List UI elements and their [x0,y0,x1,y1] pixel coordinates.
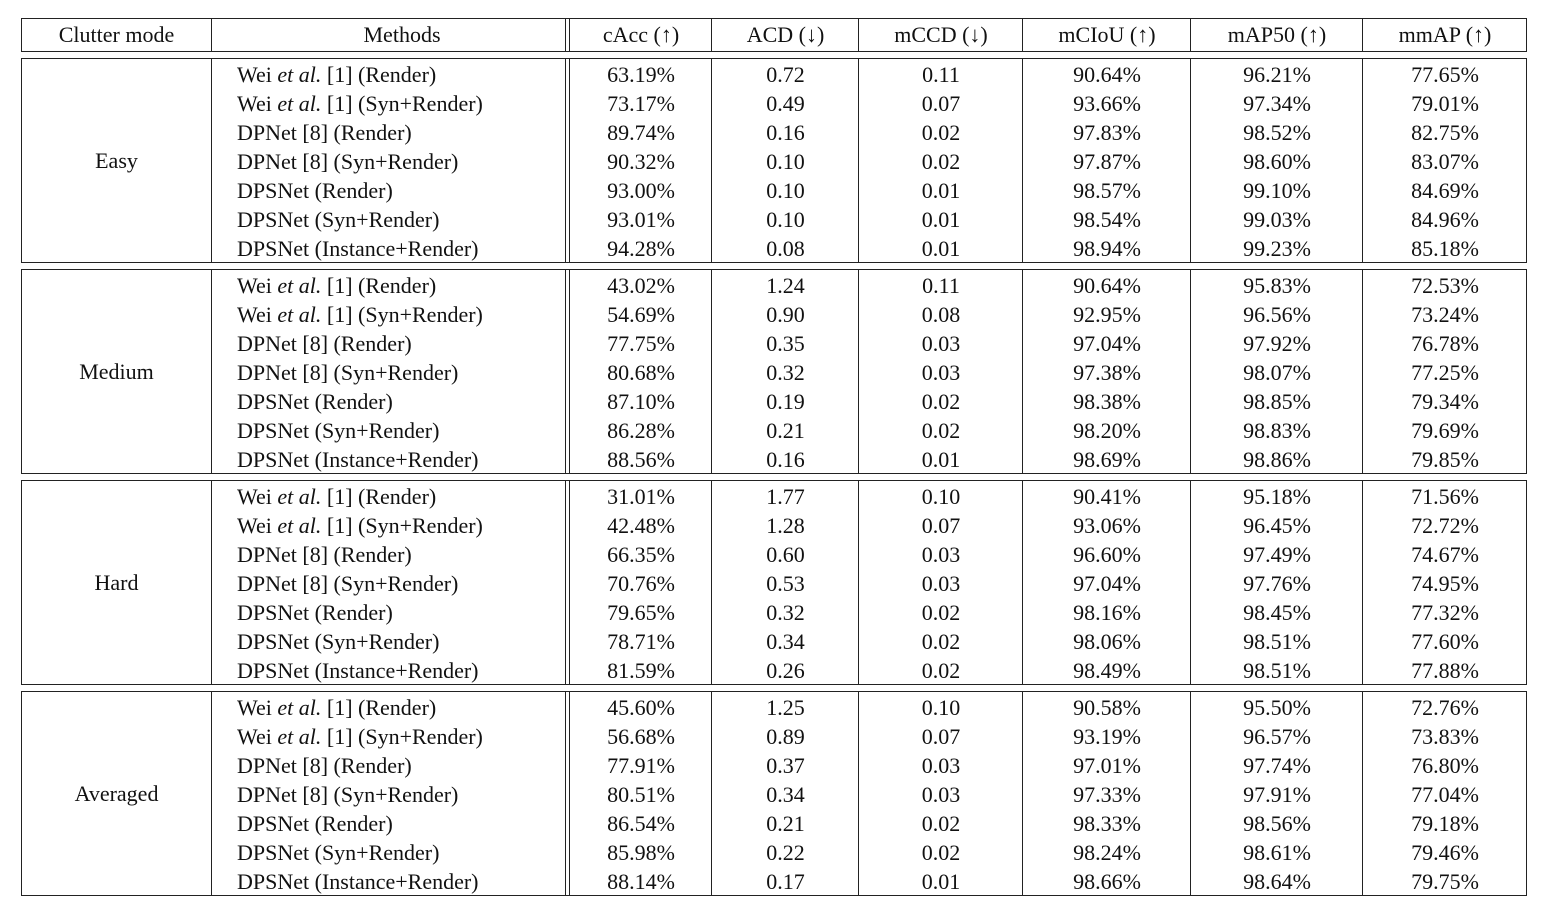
value-acd: 0.10 [766,178,805,203]
table-row [22,867,1526,896]
method-name-text: Wei [237,695,278,720]
value-acd: 0.32 [766,360,805,385]
value-acd: 0.34 [766,782,805,807]
method-name-text: DPNet [8] (Render) [237,120,412,145]
table-row [22,482,1526,511]
value-acd: 0.10 [766,207,805,232]
value-mccd: 0.11 [922,62,960,87]
method-name-italic: et al. [277,484,322,509]
value-mccd: 0.10 [921,695,961,720]
column-divider [1362,19,1363,51]
method-name-suffix: [1] (Render) [321,484,437,509]
value-acd: 0.34 [766,629,805,654]
value-mccd: 0.03 [921,571,961,596]
value-cacc: 87.10% [607,389,675,414]
table-row [22,118,1526,147]
value-mciou: 90.41% [1073,484,1141,509]
value-mciou: 93.66% [1073,91,1141,116]
method-name-text: DPNet [8] (Syn+Render) [237,782,459,807]
value-mciou: 98.33% [1073,811,1141,836]
value-acd: 0.35 [766,331,805,356]
value-mmap: 79.75% [1411,869,1479,894]
value-map50: 98.60% [1243,149,1311,174]
method-name [237,809,567,838]
value-mciou: 98.49% [1073,658,1141,683]
value-mmap: 76.78% [1411,331,1479,356]
value-map50: 98.45% [1243,600,1311,625]
value-mccd: 0.01 [921,207,961,232]
value-acd: 0.32 [766,600,805,625]
value-cacc: 81.59% [607,658,675,683]
value-cacc: 73.17% [607,91,675,116]
value-mciou: 93.19% [1073,724,1141,749]
value-mciou: 92.95% [1073,302,1141,327]
table-row [22,329,1526,358]
value-map50: 96.56% [1243,302,1311,327]
method-name-text: DPNet [8] (Syn+Render) [237,360,459,385]
method-name [237,205,567,234]
value-mciou: 97.04% [1073,571,1141,596]
value-mciou: 98.66% [1073,869,1141,894]
method-name-text: DPSNet (Render) [237,811,393,836]
value-acd: 0.19 [766,389,805,414]
method-name [237,780,567,809]
value-acd: 0.89 [766,724,805,749]
value-acd: 0.22 [766,840,805,865]
value-mccd: 0.02 [921,120,961,145]
table-group-easy [21,58,1527,263]
table-row [22,416,1526,445]
method-name-text: DPNet [8] (Render) [237,753,412,778]
value-mmap: 73.83% [1411,724,1479,749]
method-name-text: DPSNet (Render) [237,389,393,414]
method-name-text: DPSNet (Syn+Render) [237,840,440,865]
value-mccd: 0.11 [922,273,960,298]
table-row [22,722,1526,751]
header-map50: mAP50 (↑) [1227,22,1327,47]
value-map50: 98.86% [1243,447,1311,472]
method-name-suffix: [1] (Syn+Render) [321,724,483,749]
table-row [22,751,1526,780]
method-name [237,234,567,263]
value-map50: 98.85% [1243,389,1311,414]
method-name [237,722,567,751]
value-mccd: 0.02 [921,600,961,625]
value-acd: 1.77 [766,484,805,509]
table-row [22,656,1526,685]
value-cacc: 86.54% [607,811,675,836]
method-name [237,751,567,780]
method-name-text: Wei [237,302,278,327]
value-mccd: 0.02 [921,418,961,443]
value-acd: 1.25 [766,695,805,720]
value-cacc: 93.00% [607,178,675,203]
value-cacc: 43.02% [607,273,675,298]
value-cacc: 80.68% [607,360,675,385]
column-divider [569,19,570,51]
table-row [22,60,1526,89]
value-cacc: 70.76% [607,571,675,596]
value-mciou: 98.94% [1073,236,1141,261]
method-name-italic: et al. [277,513,322,538]
value-mmap: 77.65% [1411,62,1479,87]
value-mccd: 0.10 [921,484,961,509]
value-cacc: 88.56% [607,447,675,472]
value-cacc: 78.71% [607,629,675,654]
method-name-text: DPNet [8] (Syn+Render) [237,149,459,174]
value-map50: 96.57% [1243,724,1311,749]
table-header [21,18,1527,52]
method-name [237,838,567,867]
value-mmap: 77.88% [1411,658,1479,683]
results-table [21,18,1527,902]
value-mmap: 76.80% [1411,753,1479,778]
value-acd: 0.37 [766,753,805,778]
method-name [237,511,567,540]
value-acd: 0.53 [766,571,805,596]
method-name [237,147,567,176]
method-name-text: DPSNet (Instance+Render) [237,447,479,472]
value-mccd: 0.03 [921,542,961,567]
value-mmap: 79.18% [1411,811,1479,836]
value-acd: 0.21 [766,418,805,443]
value-cacc: 80.51% [607,782,675,807]
value-cacc: 85.98% [607,840,675,865]
value-cacc: 77.75% [607,331,675,356]
table-group-medium [21,269,1527,474]
column-divider [858,19,859,51]
value-map50: 97.76% [1243,571,1311,596]
method-name-text: Wei [237,513,278,538]
value-map50: 95.50% [1243,695,1311,720]
method-name [237,358,567,387]
value-mccd: 0.02 [921,658,961,683]
value-cacc: 56.68% [607,724,675,749]
value-map50: 98.52% [1243,120,1311,145]
column-divider [1022,19,1023,51]
value-map50: 95.83% [1243,273,1311,298]
table-row [22,271,1526,300]
value-map50: 95.18% [1243,484,1311,509]
clutter-mode-label: Easy [95,147,138,173]
value-mciou: 98.38% [1073,389,1141,414]
value-acd: 0.90 [766,302,805,327]
value-map50: 99.23% [1243,236,1311,261]
method-name-text: DPSNet (Instance+Render) [237,236,479,261]
value-mciou: 98.57% [1073,178,1141,203]
value-acd: 1.24 [766,273,805,298]
table-row [22,147,1526,176]
table-row [22,809,1526,838]
value-mciou: 98.69% [1073,447,1141,472]
value-map50: 98.64% [1243,869,1311,894]
header-mccd: mCCD (↓) [894,22,988,47]
value-cacc: 86.28% [607,418,675,443]
value-mmap: 77.04% [1411,782,1479,807]
value-mciou: 97.04% [1073,331,1141,356]
method-name [237,60,567,89]
table-row [22,838,1526,867]
value-acd: 0.72 [766,62,805,87]
value-cacc: 90.32% [607,149,675,174]
method-name [237,416,567,445]
table-row [22,445,1526,474]
header-clutter-mode: Clutter mode [58,22,175,47]
method-name-text: DPSNet (Render) [237,178,393,203]
value-mccd: 0.02 [921,629,961,654]
value-mccd: 0.02 [921,840,961,865]
method-name-suffix: [1] (Syn+Render) [321,91,483,116]
method-name-suffix: [1] (Render) [321,273,437,298]
method-name [237,693,567,722]
method-name-text: Wei [237,62,278,87]
method-name [237,387,567,416]
method-name [237,867,567,896]
method-name-text: Wei [237,273,278,298]
value-cacc: 94.28% [607,236,675,261]
value-mmap: 79.69% [1411,418,1479,443]
header-mciou: mCIoU (↑) [1058,22,1156,47]
method-name [237,627,567,656]
value-mmap: 74.67% [1411,542,1479,567]
value-mmap: 77.32% [1411,600,1479,625]
method-name-italic: et al. [277,724,322,749]
value-cacc: 79.65% [607,600,675,625]
value-map50: 98.51% [1243,629,1311,654]
value-map50: 98.61% [1243,840,1311,865]
method-name-text: DPSNet (Syn+Render) [237,629,440,654]
method-name [237,271,567,300]
value-map50: 99.10% [1243,178,1311,203]
value-mmap: 83.07% [1411,149,1479,174]
method-name-text: DPSNet (Syn+Render) [237,207,440,232]
value-mciou: 90.64% [1073,273,1141,298]
method-name [237,118,567,147]
header-methods: Methods [363,22,441,47]
value-acd: 0.49 [766,91,805,116]
value-cacc: 77.91% [607,753,675,778]
value-mmap: 72.76% [1411,695,1479,720]
value-map50: 98.83% [1243,418,1311,443]
value-map50: 99.03% [1243,207,1311,232]
value-cacc: 93.01% [607,207,675,232]
method-name-text: Wei [237,724,278,749]
table-row [22,569,1526,598]
method-name-text: Wei [237,91,278,116]
method-name-text: DPSNet (Instance+Render) [237,658,479,683]
value-mccd: 0.01 [921,236,961,261]
value-acd: 0.08 [766,236,805,261]
value-acd: 0.10 [766,149,805,174]
value-map50: 96.45% [1243,513,1311,538]
header-mmap: mmAP (↑) [1398,22,1492,47]
value-map50: 97.34% [1243,91,1311,116]
value-mccd: 0.02 [921,811,961,836]
value-mmap: 79.34% [1411,389,1479,414]
header-cacc: cAcc (↑) [602,22,680,47]
value-mmap: 77.25% [1411,360,1479,385]
column-divider [211,19,212,51]
value-mciou: 97.38% [1073,360,1141,385]
value-mmap: 79.46% [1411,840,1479,865]
value-acd: 0.60 [766,542,805,567]
value-acd: 0.16 [766,447,805,472]
table-row [22,511,1526,540]
value-mmap: 79.85% [1411,447,1479,472]
method-name [237,445,567,474]
value-mccd: 0.02 [921,389,961,414]
method-name-italic: et al. [277,695,322,720]
clutter-mode-label: Hard [94,569,139,595]
value-acd: 1.28 [766,513,805,538]
method-name-text: DPSNet (Syn+Render) [237,418,440,443]
value-mccd: 0.07 [921,724,961,749]
method-name [237,329,567,358]
value-mccd: 0.01 [921,178,961,203]
method-name-italic: et al. [277,62,322,87]
method-name [237,569,567,598]
value-cacc: 63.19% [607,62,675,87]
value-mccd: 0.07 [921,91,961,116]
value-map50: 98.07% [1243,360,1311,385]
value-mciou: 90.64% [1073,62,1141,87]
value-map50: 97.74% [1243,753,1311,778]
method-name [237,300,567,329]
value-mmap: 84.96% [1411,207,1479,232]
value-cacc: 88.14% [607,869,675,894]
value-map50: 96.21% [1243,62,1311,87]
value-mmap: 74.95% [1411,571,1479,596]
header-acd: ACD (↓) [746,22,825,47]
table-row [22,176,1526,205]
value-map50: 97.49% [1243,542,1311,567]
value-cacc: 31.01% [607,484,675,509]
value-mciou: 93.06% [1073,513,1141,538]
clutter-mode-label: Averaged [74,780,159,806]
value-mciou: 98.54% [1073,207,1141,232]
method-name [237,89,567,118]
value-mciou: 97.83% [1073,120,1141,145]
method-name [237,482,567,511]
value-mccd: 0.07 [921,513,961,538]
method-name-text: DPNet [8] (Syn+Render) [237,571,459,596]
method-name-suffix: [1] (Syn+Render) [321,302,483,327]
method-name-suffix: [1] (Render) [321,695,437,720]
value-cacc: 54.69% [607,302,675,327]
table-row [22,234,1526,263]
table-row [22,300,1526,329]
value-mmap: 72.53% [1411,273,1479,298]
value-mmap: 71.56% [1411,484,1479,509]
table-row [22,205,1526,234]
value-cacc: 45.60% [607,695,675,720]
value-mciou: 98.24% [1073,840,1141,865]
value-cacc: 89.74% [607,120,675,145]
method-name-italic: et al. [277,273,322,298]
value-mciou: 90.58% [1073,695,1141,720]
value-cacc: 66.35% [607,542,675,567]
value-acd: 0.21 [766,811,805,836]
table-group-averaged [21,691,1527,896]
value-mccd: 0.03 [921,331,961,356]
value-map50: 97.92% [1243,331,1311,356]
value-mccd: 0.03 [921,753,961,778]
value-mciou: 97.87% [1073,149,1141,174]
value-mmap: 85.18% [1411,236,1479,261]
method-name [237,176,567,205]
method-name-text: DPSNet (Render) [237,600,393,625]
value-acd: 0.16 [766,120,805,145]
method-name-suffix: [1] (Syn+Render) [321,513,483,538]
value-mmap: 73.24% [1411,302,1479,327]
value-acd: 0.17 [766,869,805,894]
value-mccd: 0.02 [921,149,961,174]
value-mccd: 0.03 [921,360,961,385]
value-mciou: 98.16% [1073,600,1141,625]
table-row [22,89,1526,118]
method-name [237,598,567,627]
value-mciou: 96.60% [1073,542,1141,567]
value-map50: 97.91% [1243,782,1311,807]
method-name [237,540,567,569]
method-name-suffix: [1] (Render) [321,62,437,87]
value-mmap: 72.72% [1411,513,1479,538]
method-name-text: DPSNet (Instance+Render) [237,869,479,894]
table-row [22,387,1526,416]
value-mciou: 98.06% [1073,629,1141,654]
value-mciou: 98.20% [1073,418,1141,443]
value-map50: 98.56% [1243,811,1311,836]
value-cacc: 42.48% [607,513,675,538]
value-mccd: 0.01 [921,869,961,894]
column-divider [1190,19,1191,51]
method-name-italic: et al. [277,91,322,116]
table-row [22,358,1526,387]
table-group-hard [21,480,1527,685]
value-mciou: 97.33% [1073,782,1141,807]
method-name-italic: et al. [277,302,322,327]
value-map50: 98.51% [1243,658,1311,683]
value-mmap: 79.01% [1411,91,1479,116]
method-name-text: DPNet [8] (Render) [237,542,412,567]
method-name-text: DPNet [8] (Render) [237,331,412,356]
value-mccd: 0.03 [921,782,961,807]
value-mmap: 77.60% [1411,629,1479,654]
method-name-text: Wei [237,484,278,509]
clutter-mode-label: Medium [79,358,154,384]
table-row [22,693,1526,722]
method-name [237,656,567,685]
table-row [22,598,1526,627]
value-mmap: 82.75% [1411,120,1479,145]
value-acd: 0.26 [766,658,805,683]
value-mccd: 0.08 [921,302,961,327]
value-mmap: 84.69% [1411,178,1479,203]
table-row [22,780,1526,809]
table-row [22,627,1526,656]
value-mccd: 0.01 [921,447,961,472]
column-divider [711,19,712,51]
table-row [22,540,1526,569]
value-mciou: 97.01% [1073,753,1141,778]
